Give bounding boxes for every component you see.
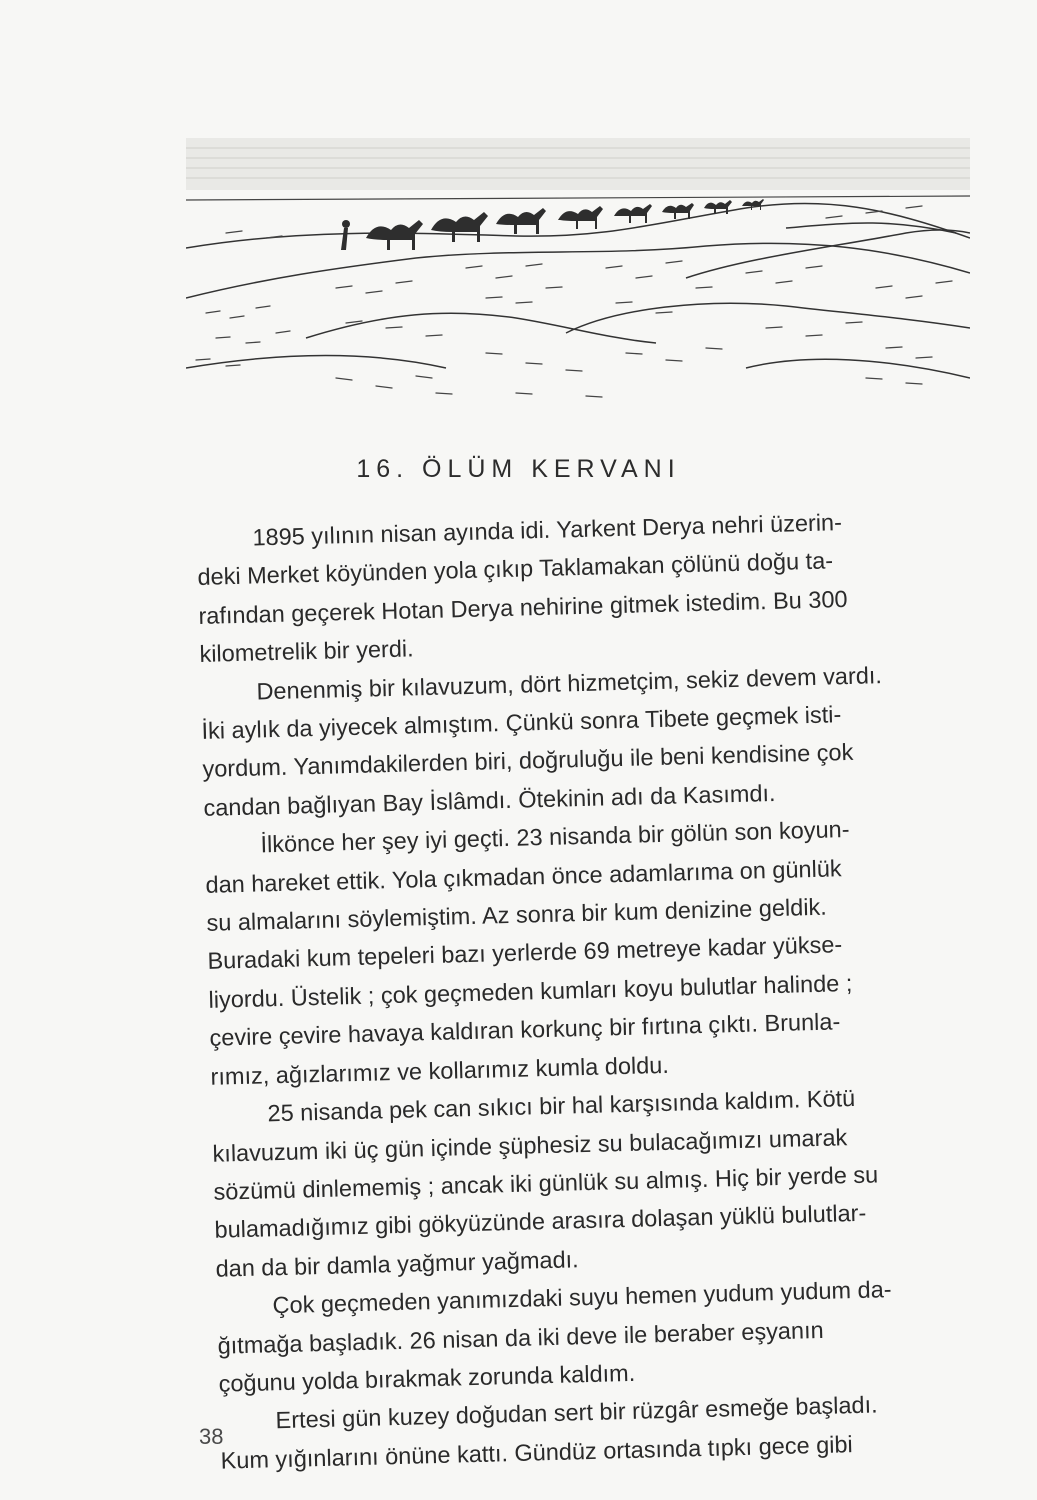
text-line: Ertesi gün kuzey doğudan sert bir rüzgâr esmeğe başladı. bbox=[275, 1391, 878, 1434]
text-line: dan hareket ettik. Yola çıkmadan önce adamlarıma on günlük bbox=[205, 854, 842, 898]
text-line: liyordu. Üstelik ; çok geçmeden kumları koyu bulutlar halinde ; bbox=[208, 969, 853, 1013]
paragraph bbox=[211, 1074, 1037, 1288]
text-line: kilometrelik bir yerdi. bbox=[199, 635, 414, 668]
paragraph bbox=[204, 805, 1037, 1095]
text-line: ğıtmağa başladık. 26 nisan da iki deve ile beraber eşyanın bbox=[217, 1316, 824, 1359]
text-line: candan bağlıyan Bay İslâmdı. Ötekinin adı da Kasımdı. bbox=[203, 779, 776, 821]
text-line: bulamadığımız gibi gökyüzünde arasıra dolaşan yüklü bulutlar- bbox=[214, 1200, 867, 1244]
text-line: kılavuzum iki üç gün içinde şüphesiz su bulacağımızı umarak bbox=[212, 1123, 848, 1167]
text-line: çoğunu yolda bırakmak zorunda kaldım. bbox=[218, 1359, 636, 1397]
text-line: Denenmiş bir kılavuzum, dört hizmetçim, sekiz devem vardı. bbox=[256, 661, 883, 705]
paragraph bbox=[216, 1266, 1037, 1403]
text-line: Buradaki kum tepeleri bazı yerlerde 69 metreye kadar yükse- bbox=[207, 931, 843, 975]
text-line: İlkönce her şey iyi geçti. 23 nisanda bir gölün son koyun- bbox=[260, 816, 850, 858]
text-line: rafından geçerek Hotan Derya nehirine gitmek istedim. Bu 300 bbox=[198, 585, 848, 629]
desert-caravan-illustration bbox=[186, 138, 970, 410]
text-line: İki aylık da yiyecek almıştım. Çünkü sonra Tibete geçmek isti- bbox=[201, 701, 842, 744]
body-text bbox=[196, 498, 1037, 1480]
text-line: sözümü dinlememiş ; ancak iki günlük su almış. Hiç bir yerde su bbox=[213, 1161, 879, 1205]
text-line: yordum. Yanımdakilerden biri, doğruluğu ile beni kendisine çok bbox=[202, 739, 854, 783]
text-line: dan da bir damla yağmur yağmadı. bbox=[215, 1245, 579, 1282]
text-line: rımız, ağızlarımız ve kollarımız kumla doldu. bbox=[210, 1051, 670, 1090]
text-line: Çok geçmeden yanımızdaki suyu hemen yudum yudum da- bbox=[272, 1276, 892, 1319]
text-line: çevire çevire havaya kaldıran korkunç bir fırtına çıktı. Brunla- bbox=[209, 1008, 841, 1052]
chapter-title: 16. ÖLÜM KERVANI bbox=[356, 455, 681, 483]
text-line: 25 nisanda pek can sıkıcı bir hal karşısında kaldım. Kötü bbox=[267, 1085, 856, 1127]
text-line: 1895 yılının nisan ayında idi. Yarkent Derya nehri üzerin- bbox=[252, 509, 843, 551]
page-number: 38 bbox=[199, 1424, 224, 1449]
text-line: Kum yığınlarını önüne kattı. Gündüz ortasında tıpkı gece gibi bbox=[220, 1430, 854, 1474]
paragraph bbox=[196, 498, 1030, 673]
text-line: deki Merket köyünden yola çıkıp Taklamakan çölünü doğu ta- bbox=[197, 547, 834, 591]
paragraph bbox=[200, 652, 1034, 827]
text-line: su almalarını söylemiştim. Az sonra bir kum denizine geldik. bbox=[206, 893, 828, 936]
